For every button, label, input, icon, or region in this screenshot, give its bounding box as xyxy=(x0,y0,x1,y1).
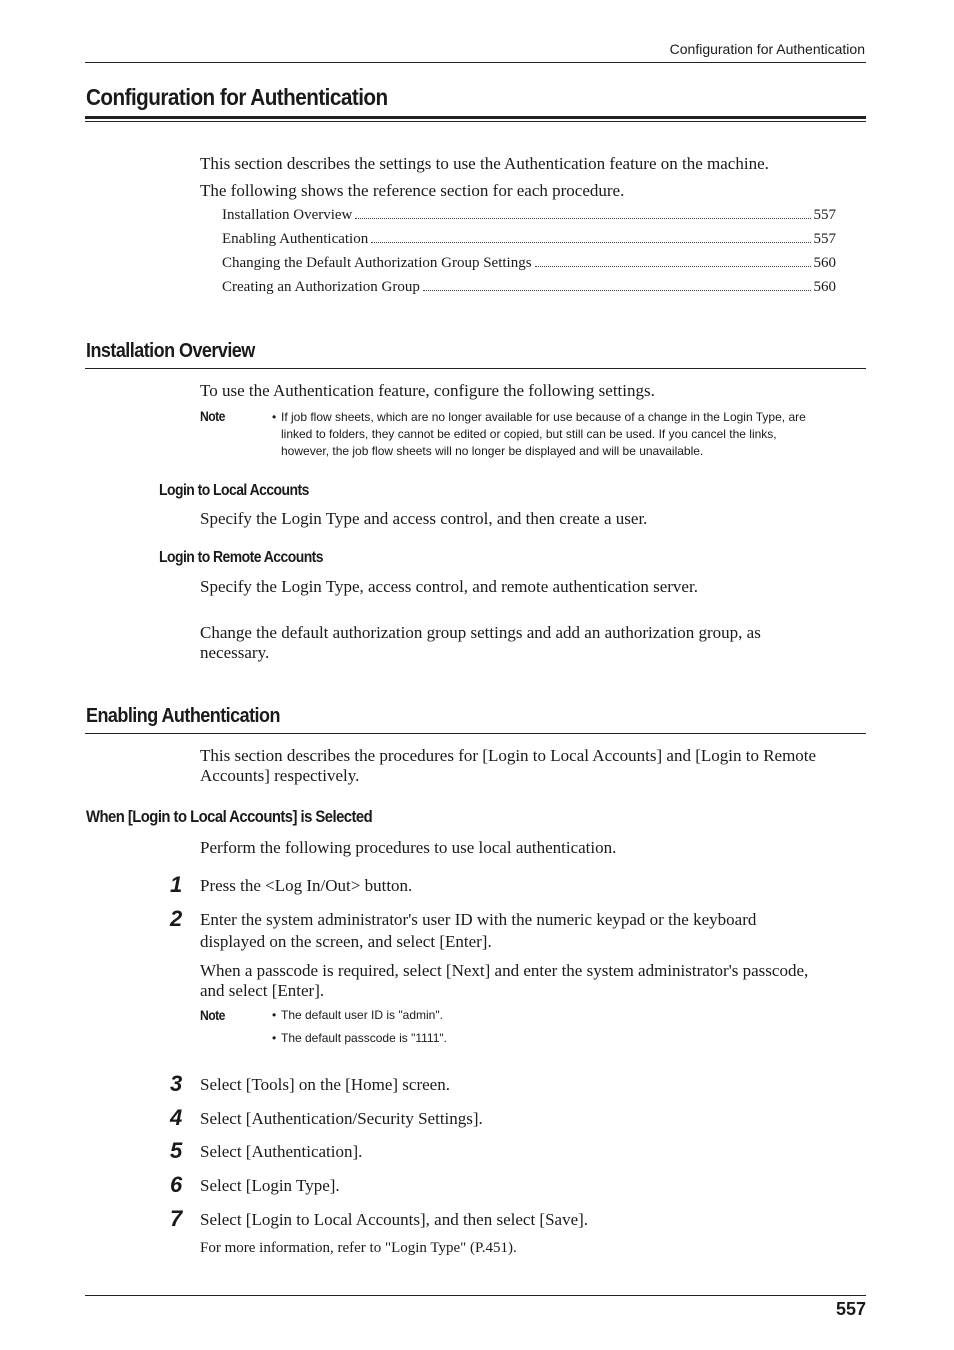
note-label: Note xyxy=(200,409,225,424)
bullet-icon: • xyxy=(272,410,277,424)
note-label: Note xyxy=(200,1008,225,1023)
toc-entry[interactable] xyxy=(222,204,836,224)
section-heading-enabling: Enabling Authentication xyxy=(86,705,280,727)
step-extra-text: When a passcode is required, select [Next] and enter the system administrator's passcode, and select [Enter]. xyxy=(200,961,809,1000)
step-text: Select [Tools] on the [Home] screen. xyxy=(200,1075,450,1094)
toc-page: 560 xyxy=(813,255,836,271)
reference-link[interactable]: For more information, refer to "Login Type" (P.451). xyxy=(200,1240,517,1256)
toc-entry[interactable] xyxy=(222,228,836,248)
step-text: Select [Authentication/Security Settings]. xyxy=(200,1109,483,1128)
toc-entry[interactable] xyxy=(222,276,836,296)
step-number: 6 xyxy=(170,1172,183,1197)
header-rule xyxy=(85,62,866,63)
local-selected-text: Perform the following procedures to use local authentication. xyxy=(200,838,617,857)
step-text: Select [Login to Local Accounts], and then select [Save]. xyxy=(200,1210,589,1229)
toc-title: Enabling Authentication xyxy=(222,231,369,247)
installation-text: To use the Authentication feature, configure the following settings. xyxy=(200,381,655,400)
toc-leader xyxy=(355,218,810,219)
step-number: 2 xyxy=(170,906,183,931)
page-title: Configuration for Authentication xyxy=(86,84,388,110)
subheading-remote-accounts: Login to Remote Accounts xyxy=(159,549,323,566)
page-number: 557 xyxy=(835,1299,866,1319)
toc-title: Installation Overview xyxy=(222,207,353,223)
toc-leader xyxy=(371,242,810,243)
authorization-group-text: Change the default authorization group settings and add an authorization group, as necessary. xyxy=(200,623,761,662)
intro-line-2: The following shows the reference section for each procedure. xyxy=(200,181,625,200)
section-rule xyxy=(85,733,866,734)
toc-leader xyxy=(423,290,811,291)
footer-rule xyxy=(85,1295,866,1296)
toc-page: 557 xyxy=(813,231,836,247)
intro-line-1: This section describes the settings to use the Authentication feature on the machine. xyxy=(200,154,769,173)
step-number: 4 xyxy=(170,1105,183,1130)
toc-leader xyxy=(535,266,811,267)
section-rule xyxy=(85,368,866,369)
step-text: Press the <Log In/Out> button. xyxy=(200,876,413,895)
section-heading-installation: Installation Overview xyxy=(86,340,255,362)
step-number: 5 xyxy=(170,1138,183,1163)
title-rule-thick xyxy=(85,116,866,119)
enabling-intro: This section describes the procedures for [Login to Local Accounts] and [Login to Remote Accounts] respectively. xyxy=(200,746,817,785)
step-number: 7 xyxy=(170,1206,183,1231)
toc-page: 557 xyxy=(813,207,836,223)
step-text: Select [Login Type]. xyxy=(200,1176,340,1195)
note-text: • The default user ID is "admin". • The default passcode is "1111". xyxy=(272,1008,447,1045)
toc-entry[interactable] xyxy=(222,252,836,272)
step-text: Enter the system administrator's user ID with the numeric keypad or the keyboard displayed on the screen, and select [Enter]. xyxy=(200,910,757,951)
title-rule-thin xyxy=(85,121,866,122)
bullet-icon: • xyxy=(272,1008,277,1022)
running-header: Configuration for Authentication xyxy=(669,41,865,57)
subheading-local-selected: When [Login to Local Accounts] is Selected xyxy=(86,808,373,826)
subheading-local-accounts: Login to Local Accounts xyxy=(159,482,309,499)
bullet-icon: • xyxy=(272,1031,277,1045)
step-number: 1 xyxy=(170,872,183,897)
remote-accounts-text: Specify the Login Type, access control, and remote authentication server. xyxy=(200,577,698,596)
step-text: Select [Authentication]. xyxy=(200,1142,363,1161)
toc-title: Changing the Default Authorization Group Settings xyxy=(222,255,532,271)
local-accounts-text: Specify the Login Type and access control, and then create a user. xyxy=(200,509,648,528)
step-number: 3 xyxy=(170,1071,183,1096)
note-text: • If job flow sheets, which are no longer available for use because of a change in the Login Type, are linked to folders, they cannot be edited or copied, but still can be used. If you cancel the links, however, the job flow sheets will no longer be displayed and will be unavailable. xyxy=(272,410,806,458)
toc-page: 560 xyxy=(813,279,836,295)
toc-title: Creating an Authorization Group xyxy=(222,279,420,295)
